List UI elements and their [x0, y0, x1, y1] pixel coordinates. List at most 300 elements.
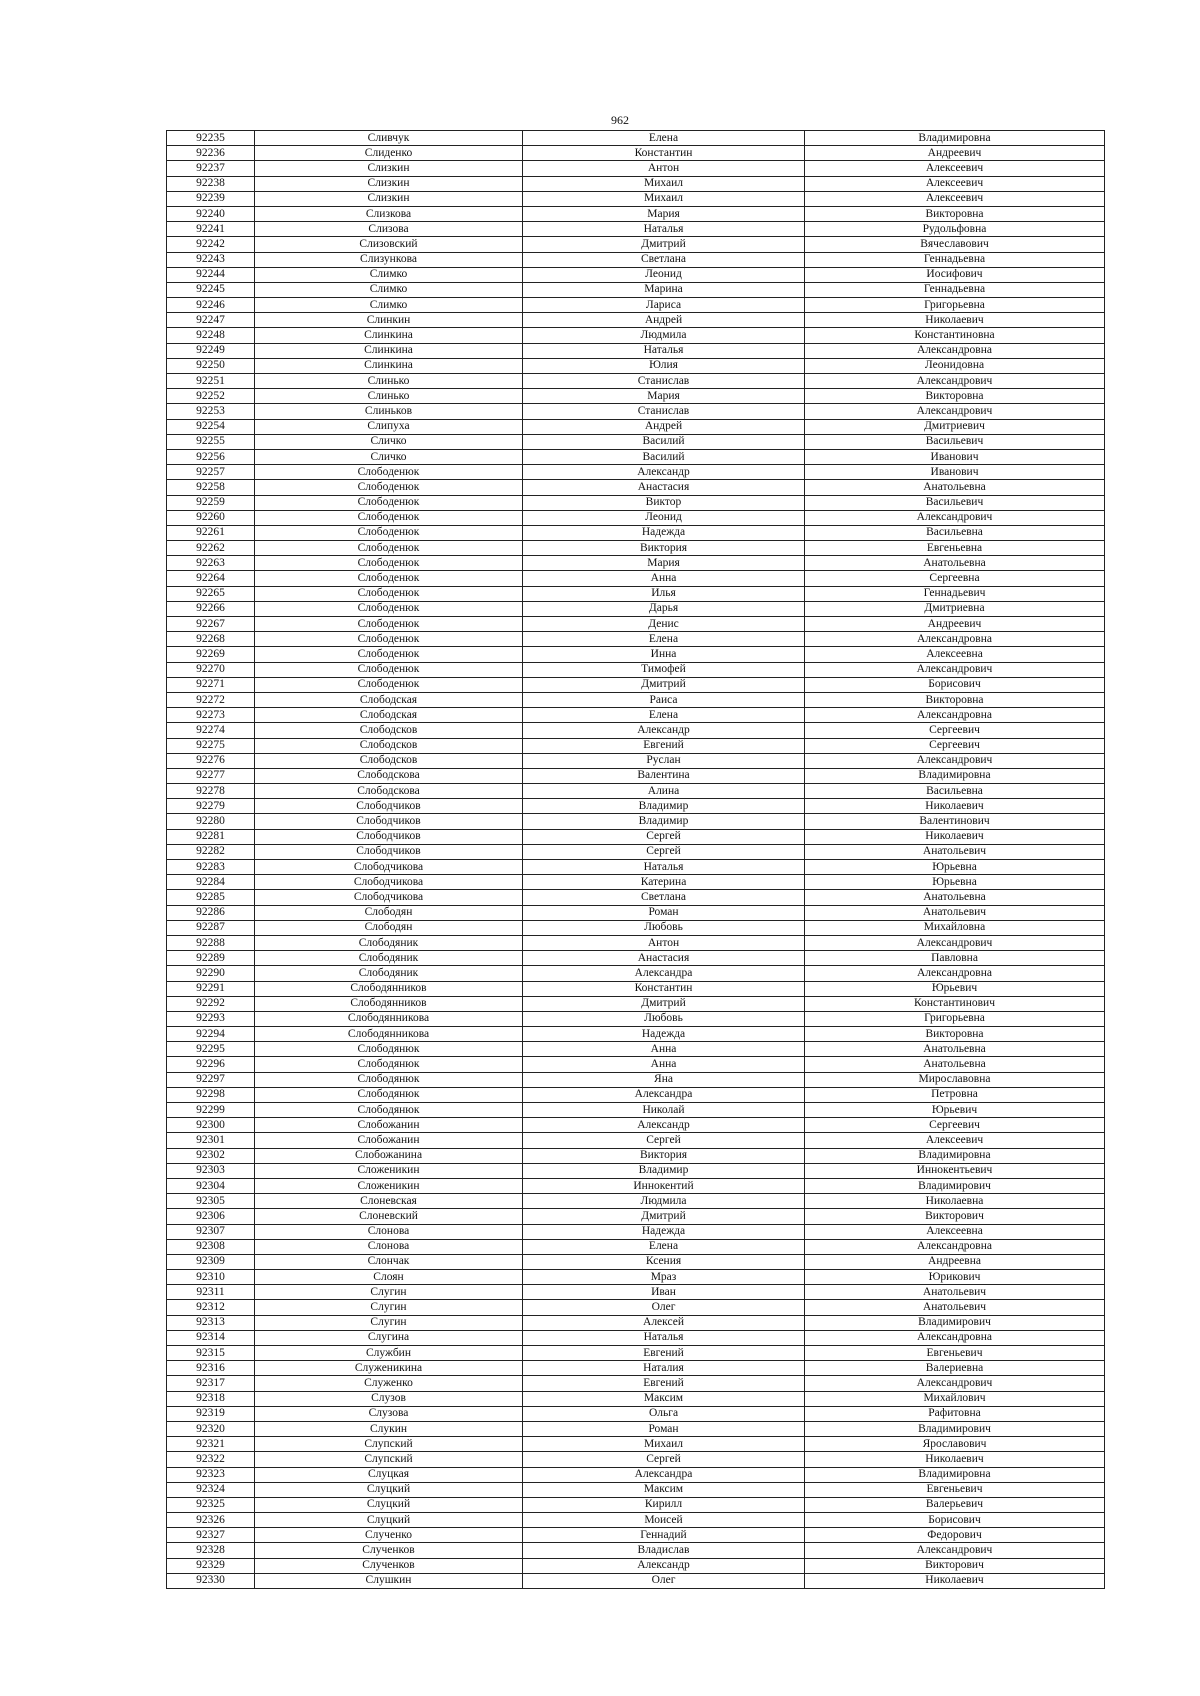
surname-cell: Слободскова: [255, 768, 523, 783]
record-number-cell: 92329: [167, 1558, 255, 1573]
table-row: [167, 981, 1105, 996]
patronymic-cell: Евгеньевна: [805, 541, 1105, 556]
table-row: [167, 1528, 1105, 1543]
first-name-cell: Александр: [523, 723, 805, 738]
record-number-cell: 92237: [167, 161, 255, 176]
record-number-cell: 92290: [167, 966, 255, 981]
table-row: [167, 1300, 1105, 1315]
first-name-cell: Валентина: [523, 768, 805, 783]
table-row: [167, 996, 1105, 1011]
table-row: [167, 1209, 1105, 1224]
record-number-cell: 92330: [167, 1573, 255, 1588]
record-number-cell: 92285: [167, 890, 255, 905]
surname-cell: Слободяник: [255, 935, 523, 950]
surname-cell: Слинько: [255, 389, 523, 404]
first-name-cell: Дмитрий: [523, 237, 805, 252]
surname-cell: Слонова: [255, 1224, 523, 1239]
first-name-cell: Андрей: [523, 313, 805, 328]
surname-cell: Слугин: [255, 1300, 523, 1315]
table-row: [167, 586, 1105, 601]
registry-body: [167, 131, 1105, 1589]
first-name-cell: Мраз: [523, 1270, 805, 1285]
patronymic-cell: Иосифович: [805, 267, 1105, 282]
table-row: [167, 495, 1105, 510]
first-name-cell: Наталия: [523, 1361, 805, 1376]
patronymic-cell: Андреевич: [805, 617, 1105, 632]
table-row: [167, 252, 1105, 267]
record-number-cell: 92306: [167, 1209, 255, 1224]
record-number-cell: 92299: [167, 1103, 255, 1118]
table-row: [167, 905, 1105, 920]
record-number-cell: 92303: [167, 1163, 255, 1178]
surname-cell: Слободсков: [255, 753, 523, 768]
surname-cell: Слободянюк: [255, 1072, 523, 1087]
patronymic-cell: Юрьевич: [805, 981, 1105, 996]
patronymic-cell: Александрович: [805, 1543, 1105, 1558]
patronymic-cell: Дмитриевна: [805, 601, 1105, 616]
surname-cell: Слузов: [255, 1391, 523, 1406]
first-name-cell: Светлана: [523, 890, 805, 905]
table-row: [167, 404, 1105, 419]
first-name-cell: Евгений: [523, 1346, 805, 1361]
patronymic-cell: Александрович: [805, 374, 1105, 389]
patronymic-cell: Вячеславович: [805, 237, 1105, 252]
record-number-cell: 92248: [167, 328, 255, 343]
page-number: 962: [611, 113, 629, 127]
patronymic-cell: Владимировна: [805, 768, 1105, 783]
table-row: [167, 1239, 1105, 1254]
surname-cell: Слимко: [255, 298, 523, 313]
record-number-cell: 92249: [167, 343, 255, 358]
table-row: [167, 389, 1105, 404]
table-row: [167, 1482, 1105, 1497]
record-number-cell: 92311: [167, 1285, 255, 1300]
table-row: [167, 131, 1105, 146]
table-row: [167, 723, 1105, 738]
surname-cell: Слизкова: [255, 206, 523, 221]
table-row: [167, 222, 1105, 237]
surname-cell: Слободчикова: [255, 890, 523, 905]
surname-cell: Слуцкий: [255, 1513, 523, 1528]
table-row: [167, 419, 1105, 434]
surname-cell: Слоневская: [255, 1194, 523, 1209]
first-name-cell: Кирилл: [523, 1497, 805, 1512]
record-number-cell: 92279: [167, 799, 255, 814]
patronymic-cell: Валентинович: [805, 814, 1105, 829]
record-number-cell: 92274: [167, 723, 255, 738]
table-row: [167, 1133, 1105, 1148]
surname-cell: Слободян: [255, 920, 523, 935]
table-row: [167, 662, 1105, 677]
first-name-cell: Сергей: [523, 1452, 805, 1467]
first-name-cell: Леонид: [523, 510, 805, 525]
first-name-cell: Елена: [523, 1239, 805, 1254]
first-name-cell: Константин: [523, 981, 805, 996]
first-name-cell: Сергей: [523, 1133, 805, 1148]
record-number-cell: 92293: [167, 1011, 255, 1026]
surname-cell: Слученков: [255, 1558, 523, 1573]
first-name-cell: Константин: [523, 146, 805, 161]
surname-cell: Слободенюк: [255, 647, 523, 662]
first-name-cell: Елена: [523, 632, 805, 647]
surname-cell: Слугин: [255, 1315, 523, 1330]
table-row: [167, 768, 1105, 783]
surname-cell: Слобожанин: [255, 1133, 523, 1148]
patronymic-cell: Федорович: [805, 1528, 1105, 1543]
record-number-cell: 92265: [167, 586, 255, 601]
record-number-cell: 92313: [167, 1315, 255, 1330]
patronymic-cell: Анатольевна: [805, 1057, 1105, 1072]
first-name-cell: Владислав: [523, 1543, 805, 1558]
first-name-cell: Виктория: [523, 541, 805, 556]
record-number-cell: 92251: [167, 374, 255, 389]
table-row: [167, 1163, 1105, 1178]
first-name-cell: Роман: [523, 1421, 805, 1436]
table-row: [167, 1346, 1105, 1361]
first-name-cell: Анастасия: [523, 951, 805, 966]
first-name-cell: Владимир: [523, 799, 805, 814]
patronymic-cell: Викторович: [805, 1558, 1105, 1573]
first-name-cell: Олег: [523, 1300, 805, 1315]
first-name-cell: Алина: [523, 784, 805, 799]
table-row: [167, 875, 1105, 890]
table-row: [167, 449, 1105, 464]
table-row: [167, 146, 1105, 161]
surname-cell: Слончак: [255, 1254, 523, 1269]
first-name-cell: Елена: [523, 131, 805, 146]
table-row: [167, 1118, 1105, 1133]
patronymic-cell: Николаевич: [805, 1573, 1105, 1588]
record-number-cell: 92260: [167, 510, 255, 525]
first-name-cell: Мария: [523, 389, 805, 404]
patronymic-cell: Александрович: [805, 935, 1105, 950]
patronymic-cell: Александровна: [805, 632, 1105, 647]
first-name-cell: Дмитрий: [523, 996, 805, 1011]
record-number-cell: 92309: [167, 1254, 255, 1269]
record-number-cell: 92243: [167, 252, 255, 267]
table-row: [167, 920, 1105, 935]
table-row: [167, 677, 1105, 692]
patronymic-cell: Николаевич: [805, 313, 1105, 328]
first-name-cell: Леонид: [523, 267, 805, 282]
surname-cell: Слободенюк: [255, 632, 523, 647]
first-name-cell: Наталья: [523, 1330, 805, 1345]
patronymic-cell: Павловна: [805, 951, 1105, 966]
surname-cell: Слободчиков: [255, 799, 523, 814]
patronymic-cell: Алексеевич: [805, 191, 1105, 206]
first-name-cell: Владимир: [523, 814, 805, 829]
record-number-cell: 92305: [167, 1194, 255, 1209]
surname-cell: Слинкина: [255, 328, 523, 343]
table-row: [167, 1437, 1105, 1452]
patronymic-cell: Алексеевич: [805, 176, 1105, 191]
patronymic-cell: Владимирович: [805, 1421, 1105, 1436]
first-name-cell: Василий: [523, 434, 805, 449]
record-number-cell: 92270: [167, 662, 255, 677]
record-number-cell: 92256: [167, 449, 255, 464]
patronymic-cell: Алексеевич: [805, 161, 1105, 176]
table-row: [167, 1376, 1105, 1391]
surname-cell: Слинкина: [255, 358, 523, 373]
surname-cell: Слиденко: [255, 146, 523, 161]
table-row: [167, 890, 1105, 905]
surname-cell: Слободенюк: [255, 556, 523, 571]
surname-cell: Служенко: [255, 1376, 523, 1391]
patronymic-cell: Сергеевич: [805, 738, 1105, 753]
surname-cell: Слободсков: [255, 738, 523, 753]
table-row: [167, 237, 1105, 252]
table-row: [167, 328, 1105, 343]
patronymic-cell: Анатольевич: [805, 1300, 1105, 1315]
patronymic-cell: Александрович: [805, 753, 1105, 768]
surname-cell: Сливчук: [255, 131, 523, 146]
surname-cell: Слизункова: [255, 252, 523, 267]
first-name-cell: Андрей: [523, 419, 805, 434]
patronymic-cell: Николаевна: [805, 1194, 1105, 1209]
patronymic-cell: Викторович: [805, 1209, 1105, 1224]
first-name-cell: Максим: [523, 1391, 805, 1406]
record-number-cell: 92252: [167, 389, 255, 404]
table-row: [167, 1467, 1105, 1482]
first-name-cell: Руслан: [523, 753, 805, 768]
table-row: [167, 1391, 1105, 1406]
table-row: [167, 632, 1105, 647]
patronymic-cell: Александрович: [805, 1376, 1105, 1391]
patronymic-cell: Васильевна: [805, 525, 1105, 540]
surname-cell: Слободскова: [255, 784, 523, 799]
table-row: [167, 1178, 1105, 1193]
surname-cell: Слободская: [255, 708, 523, 723]
first-name-cell: Юлия: [523, 358, 805, 373]
record-number-cell: 92326: [167, 1513, 255, 1528]
record-number-cell: 92263: [167, 556, 255, 571]
surname-cell: Слободенюк: [255, 510, 523, 525]
first-name-cell: Наталья: [523, 222, 805, 237]
patronymic-cell: Михайловна: [805, 920, 1105, 935]
patronymic-cell: Алексеевна: [805, 647, 1105, 662]
record-number-cell: 92236: [167, 146, 255, 161]
record-number-cell: 92283: [167, 860, 255, 875]
first-name-cell: Анна: [523, 571, 805, 586]
surname-cell: Слободянников: [255, 996, 523, 1011]
first-name-cell: Любовь: [523, 1011, 805, 1026]
patronymic-cell: Александровна: [805, 1330, 1105, 1345]
record-number-cell: 92241: [167, 222, 255, 237]
surname-cell: Слизкин: [255, 176, 523, 191]
first-name-cell: Моисей: [523, 1513, 805, 1528]
surname-cell: Слободянникова: [255, 1027, 523, 1042]
table-row: [167, 313, 1105, 328]
patronymic-cell: Викторовна: [805, 1027, 1105, 1042]
first-name-cell: Ксения: [523, 1254, 805, 1269]
first-name-cell: Антон: [523, 161, 805, 176]
patronymic-cell: Владимировна: [805, 131, 1105, 146]
record-number-cell: 92296: [167, 1057, 255, 1072]
first-name-cell: Илья: [523, 586, 805, 601]
surname-cell: Слизовский: [255, 237, 523, 252]
patronymic-cell: Михайлович: [805, 1391, 1105, 1406]
surname-cell: Слинкина: [255, 343, 523, 358]
surname-cell: Слободенюк: [255, 495, 523, 510]
patronymic-cell: Иванович: [805, 465, 1105, 480]
record-number-cell: 92322: [167, 1452, 255, 1467]
patronymic-cell: Леонидовна: [805, 358, 1105, 373]
record-number-cell: 92324: [167, 1482, 255, 1497]
surname-cell: Слизкин: [255, 161, 523, 176]
first-name-cell: Владимир: [523, 1163, 805, 1178]
surname-cell: Слуцкий: [255, 1482, 523, 1497]
record-number-cell: 92286: [167, 905, 255, 920]
patronymic-cell: Геннадьевна: [805, 282, 1105, 297]
table-row: [167, 1072, 1105, 1087]
surname-cell: Слободчиков: [255, 814, 523, 829]
record-number-cell: 92284: [167, 875, 255, 890]
surname-cell: Слободенюк: [255, 480, 523, 495]
record-number-cell: 92294: [167, 1027, 255, 1042]
first-name-cell: Мария: [523, 206, 805, 221]
patronymic-cell: Юрьевна: [805, 875, 1105, 890]
first-name-cell: Людмила: [523, 1194, 805, 1209]
patronymic-cell: Николаевич: [805, 799, 1105, 814]
record-number-cell: 92280: [167, 814, 255, 829]
table-row: [167, 556, 1105, 571]
first-name-cell: Максим: [523, 1482, 805, 1497]
table-row: [167, 1513, 1105, 1528]
surname-cell: Слободчиков: [255, 844, 523, 859]
patronymic-cell: Александрович: [805, 510, 1105, 525]
table-row: [167, 571, 1105, 586]
surname-cell: Слученко: [255, 1528, 523, 1543]
first-name-cell: Александр: [523, 1118, 805, 1133]
surname-cell: Слободенюк: [255, 662, 523, 677]
first-name-cell: Александр: [523, 465, 805, 480]
table-row: [167, 1103, 1105, 1118]
patronymic-cell: Анатольевна: [805, 556, 1105, 571]
record-number-cell: 92308: [167, 1239, 255, 1254]
record-number-cell: 92254: [167, 419, 255, 434]
record-number-cell: 92240: [167, 206, 255, 221]
record-number-cell: 92271: [167, 677, 255, 692]
record-number-cell: 92267: [167, 617, 255, 632]
table-row: [167, 358, 1105, 373]
table-row: [167, 784, 1105, 799]
patronymic-cell: Геннадьевич: [805, 586, 1105, 601]
patronymic-cell: Владимирович: [805, 1315, 1105, 1330]
first-name-cell: Василий: [523, 449, 805, 464]
table-row: [167, 1194, 1105, 1209]
surname-cell: Слушкин: [255, 1573, 523, 1588]
first-name-cell: Елена: [523, 708, 805, 723]
surname-cell: Слободенюк: [255, 617, 523, 632]
surname-cell: Сложеникин: [255, 1163, 523, 1178]
table-row: [167, 434, 1105, 449]
table-row: [167, 601, 1105, 616]
table-row: [167, 951, 1105, 966]
patronymic-cell: Васильевич: [805, 434, 1105, 449]
patronymic-cell: Евгеньевич: [805, 1346, 1105, 1361]
record-number-cell: 92276: [167, 753, 255, 768]
patronymic-cell: Александровна: [805, 708, 1105, 723]
patronymic-cell: Анатольевич: [805, 844, 1105, 859]
table-row: [167, 510, 1105, 525]
patronymic-cell: Рудольфовна: [805, 222, 1105, 237]
record-number-cell: 92278: [167, 784, 255, 799]
patronymic-cell: Александровна: [805, 343, 1105, 358]
table-row: [167, 1558, 1105, 1573]
table-row: [167, 176, 1105, 191]
patronymic-cell: Григорьевна: [805, 1011, 1105, 1026]
patronymic-cell: Борисович: [805, 677, 1105, 692]
table-row: [167, 860, 1105, 875]
record-number-cell: 92273: [167, 708, 255, 723]
table-row: [167, 1330, 1105, 1345]
first-name-cell: Ольга: [523, 1406, 805, 1421]
patronymic-cell: Александрович: [805, 404, 1105, 419]
record-number-cell: 92244: [167, 267, 255, 282]
surname-cell: Слинкин: [255, 313, 523, 328]
first-name-cell: Олег: [523, 1573, 805, 1588]
first-name-cell: Марина: [523, 282, 805, 297]
surname-cell: Слободянюк: [255, 1103, 523, 1118]
table-row: [167, 708, 1105, 723]
patronymic-cell: Иннокентьевич: [805, 1163, 1105, 1178]
first-name-cell: Станислав: [523, 374, 805, 389]
record-number-cell: 92238: [167, 176, 255, 191]
table-row: [167, 525, 1105, 540]
record-number-cell: 92261: [167, 525, 255, 540]
patronymic-cell: Константиновна: [805, 328, 1105, 343]
first-name-cell: Тимофей: [523, 662, 805, 677]
surname-cell: Слугина: [255, 1330, 523, 1345]
surname-cell: Слизкин: [255, 191, 523, 206]
table-row: [167, 1285, 1105, 1300]
first-name-cell: Роман: [523, 905, 805, 920]
first-name-cell: Наталья: [523, 860, 805, 875]
surname-cell: Слободянников: [255, 981, 523, 996]
patronymic-cell: Рафитовна: [805, 1406, 1105, 1421]
patronymic-cell: Анатольевна: [805, 480, 1105, 495]
table-row: [167, 829, 1105, 844]
record-number-cell: 92317: [167, 1376, 255, 1391]
record-number-cell: 92295: [167, 1042, 255, 1057]
table-row: [167, 343, 1105, 358]
record-number-cell: 92247: [167, 313, 255, 328]
first-name-cell: Станислав: [523, 404, 805, 419]
record-number-cell: 92275: [167, 738, 255, 753]
record-number-cell: 92257: [167, 465, 255, 480]
record-number-cell: 92245: [167, 282, 255, 297]
table-row: [167, 1361, 1105, 1376]
surname-cell: Слобожанин: [255, 1118, 523, 1133]
patronymic-cell: Ярославович: [805, 1437, 1105, 1452]
first-name-cell: Инна: [523, 647, 805, 662]
surname-cell: Слуцкий: [255, 1497, 523, 1512]
patronymic-cell: Сергеевич: [805, 723, 1105, 738]
surname-cell: Слободенюк: [255, 586, 523, 601]
table-row: [167, 480, 1105, 495]
patronymic-cell: Валериевна: [805, 1361, 1105, 1376]
record-number-cell: 92302: [167, 1148, 255, 1163]
surname-cell: Слободянюк: [255, 1087, 523, 1102]
first-name-cell: Иван: [523, 1285, 805, 1300]
patronymic-cell: Алексеевна: [805, 1224, 1105, 1239]
table-row: [167, 738, 1105, 753]
first-name-cell: Александра: [523, 1087, 805, 1102]
record-number-cell: 92315: [167, 1346, 255, 1361]
surname-cell: Слободенюк: [255, 601, 523, 616]
record-number-cell: 92259: [167, 495, 255, 510]
first-name-cell: Антон: [523, 935, 805, 950]
